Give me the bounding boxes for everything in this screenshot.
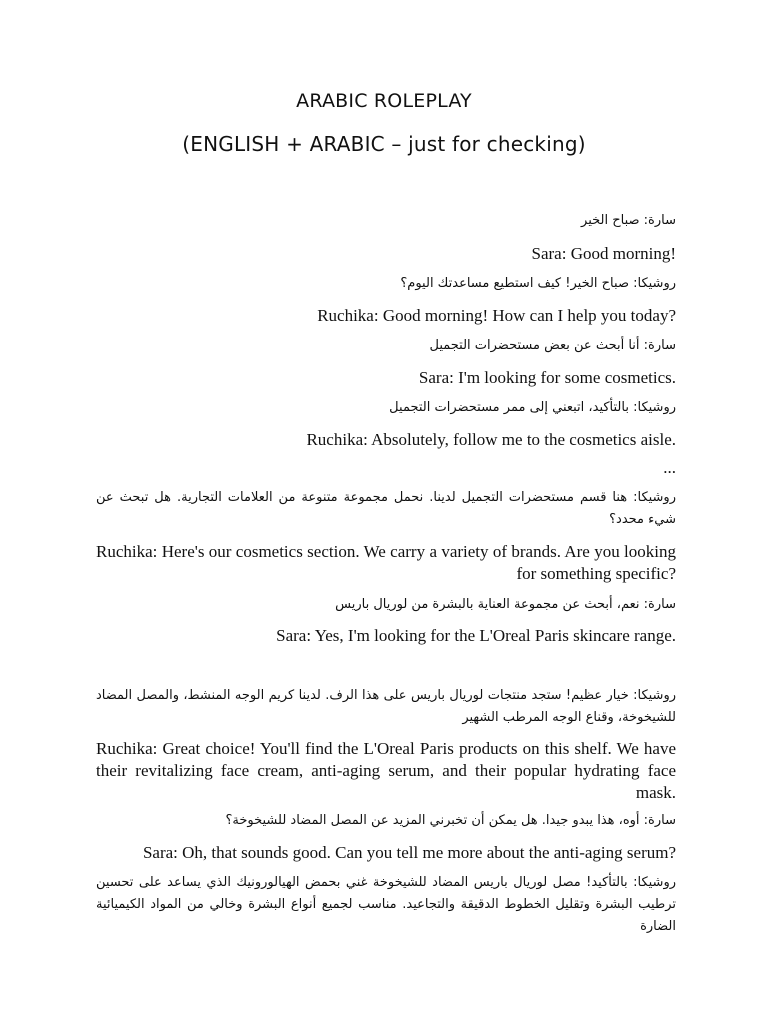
english-line-ruchika-greeting: Ruchika: Good morning! How can I help you today? xyxy=(317,306,676,325)
document-subtitle: (ENGLISH + ARABIC – just for checking) xyxy=(182,132,586,156)
arabic-line-ruchika-follow: روشيكا: بالتأكيد، اتبعني إلى ممر مستحضرات التجميل xyxy=(389,400,676,415)
arabic-line-sara-greeting: سارة: صباح الخير xyxy=(581,213,676,228)
arabic-line-sara-loreal: سارة: نعم، أبحث عن مجموعة العناية بالبشرة من لوريال باريس xyxy=(335,597,676,612)
arabic-line-ruchika-choice: روشيكا: خيار عظيم! ستجد منتجات لوريال باريس على هذا الرف. لدينا كريم الوجه المنشط، والمصل المضاد للشيخوخة، وقناع الوجه المرطب الشهير xyxy=(96,688,676,725)
document-title: ARABIC ROLEPLAY xyxy=(296,90,472,112)
ellipsis-line: ... xyxy=(663,458,676,477)
arabic-line-ruchika-section: روشيكا: هنا قسم مستحضرات التجميل لدينا. نحمل مجموعة متنوعة من العلامات التجارية. هل تبحث عن شيء محدد؟ xyxy=(96,490,676,527)
arabic-line-ruchika-serum: روشيكا: بالتأكيد! مصل لوريال باريس المضاد للشيخوخة غني بحمض الهيالورونيك الذي يساعد على تحسين ترطيب البشرة وتقليل الخطوط الدقيقة والتجاعيد. مناسب لجميع أنواع البشرة وخالي من المواد الكيميائية الضارة xyxy=(96,875,676,934)
english-line-sara-loreal: Sara: Yes, I'm looking for the L'Oreal Paris skincare range. xyxy=(276,626,676,645)
english-line-ruchika-follow: Ruchika: Absolutely, follow me to the cosmetics aisle. xyxy=(306,430,676,449)
english-line-sara-cosmetics: Sara: I'm looking for some cosmetics. xyxy=(418,368,676,387)
english-line-sara-greeting: Sara: Good morning! xyxy=(531,244,676,263)
english-line-ruchika-choice: Ruchika: Great choice! You'll find the L'Oreal Paris products on this shelf. We have their revitalizing face cream, anti-aging serum, and their popular hydrating face mask. xyxy=(96,739,676,802)
english-line-sara-serum: Sara: Oh, that sounds good. Can you tell me more about the anti-aging serum? xyxy=(142,843,676,862)
arabic-line-ruchika-greeting: روشيكا: صباح الخير! كيف استطيع مساعدتك اليوم؟ xyxy=(400,276,676,291)
english-line-ruchika-section: Ruchika: Here's our cosmetics section. We carry a variety of brands. Are you looking for something specific? xyxy=(96,542,676,583)
arabic-line-sara-serum: سارة: أوه، هذا يبدو جيدا. هل يمكن أن تخبرني المزيد عن المصل المضاد للشيخوخة؟ xyxy=(225,813,676,828)
arabic-line-sara-cosmetics: سارة: أنا أبحث عن بعض مستحضرات التجميل xyxy=(429,338,676,353)
